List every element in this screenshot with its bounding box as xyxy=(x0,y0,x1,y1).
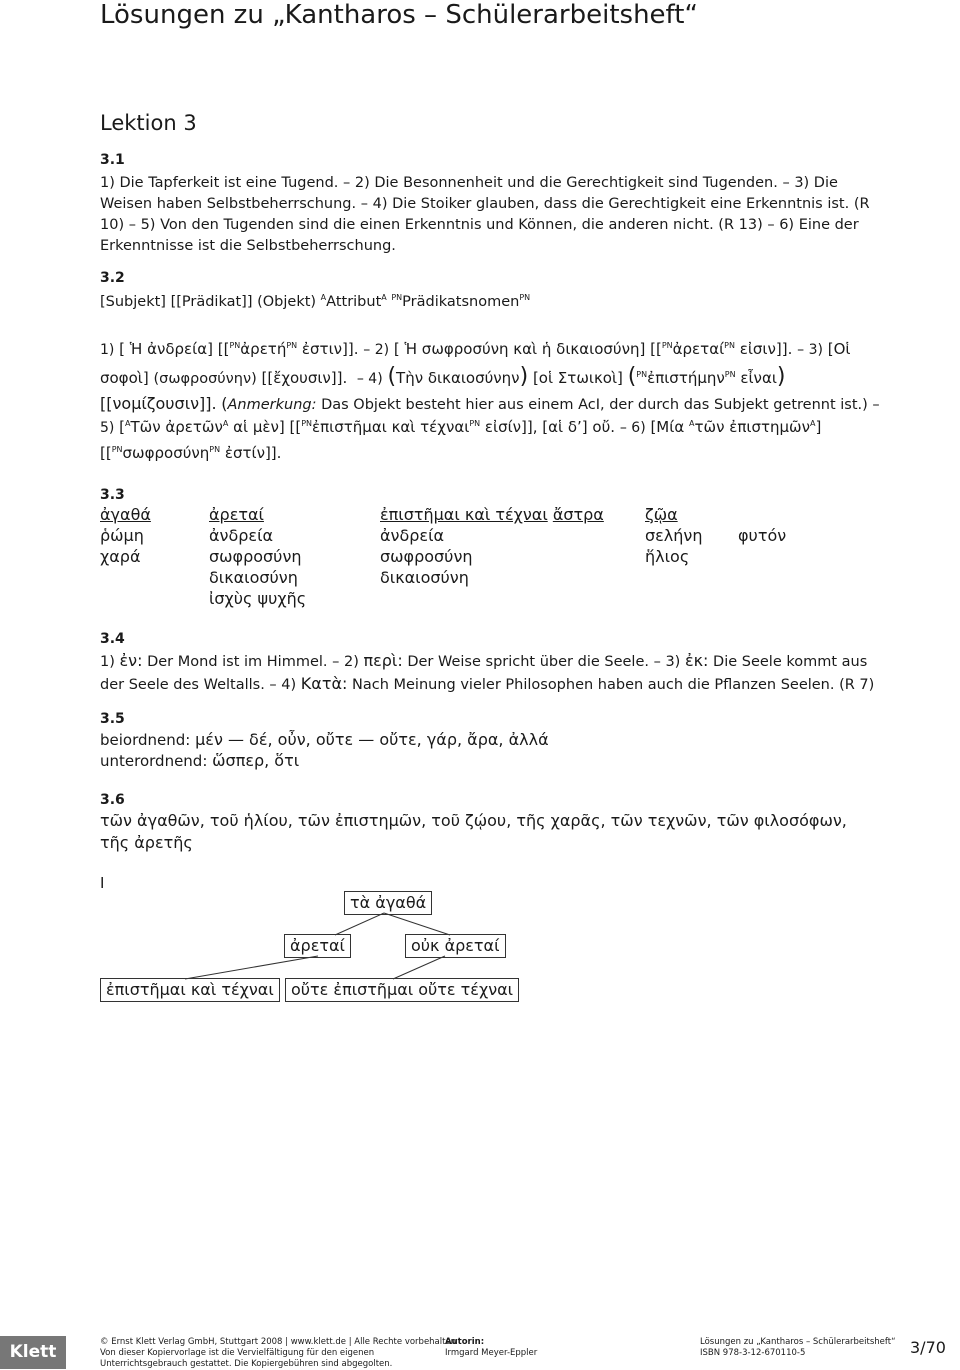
ex1-number: 1) xyxy=(100,342,115,358)
s34-greek-3: ἐκ: xyxy=(684,651,709,670)
section-3-6-mark: I xyxy=(100,874,105,892)
ex6-a-mark: A xyxy=(689,419,695,428)
ex2-pn-word: ἀρεταί xyxy=(672,340,725,358)
ex1-pn-mark-2: PN xyxy=(286,341,298,350)
footer-copyright-line-3: Unterrichtsgebrauch gestattet. Die Kopiergebühren sind abgegolten. xyxy=(100,1359,393,1369)
ex4-paren2-close: ) xyxy=(776,364,786,389)
section-number-3-3: 3.3 xyxy=(100,487,125,503)
ex2-pred-open: [[ xyxy=(650,340,662,358)
col4-item-2: ἥλιος xyxy=(645,547,690,566)
legend-pn: Prädikatsnomen xyxy=(402,293,520,310)
s34-greek-1: ἐν: xyxy=(119,651,143,670)
col2-item-3: δικαιοσύνη xyxy=(209,568,298,587)
tree-node-left: ἀρεταί xyxy=(284,934,351,958)
col3-head-2: ἄστρα xyxy=(552,505,604,524)
legend-a-mark-2: A xyxy=(381,293,387,302)
ex5-a-mark: A xyxy=(125,419,131,428)
page-number: 3/70 xyxy=(910,1338,946,1357)
col1-item-1: ῥώμη xyxy=(100,526,144,545)
col1-item-0: ἀγαθά xyxy=(100,505,151,524)
ex1-pred-rest: ἐστιν]]. xyxy=(297,340,359,358)
s35-words-2: ὥσπερ, ὅτι xyxy=(212,751,300,770)
ex2-pred-rest: εἰσιν]]. xyxy=(734,340,793,358)
s34-greek-2: περὶ: xyxy=(363,651,403,670)
section-number-3-5: 3.5 xyxy=(100,711,125,727)
ex4-paren-close: ) xyxy=(519,364,529,389)
col2-item-1: ἀνδρεία xyxy=(209,526,274,545)
ex4-note: Das Objekt besteht hier aus einem AcI, der durch das Subjekt getrennt ist.) – xyxy=(316,397,880,413)
col2-item-0: ἀρεταί xyxy=(209,505,264,524)
ex4-paren-open: ( xyxy=(387,364,397,389)
tree-node-right-right: οὔτε ἐπιστῆμαι οὔτε τέχναι xyxy=(285,978,519,1002)
ex4-paren2-open: ( xyxy=(627,364,637,389)
legend-attribute: Attribut xyxy=(326,293,382,310)
s35-label-1: beiordnend: xyxy=(100,731,196,749)
ex6-number: – 6) xyxy=(619,420,646,436)
ex1-pn-word: ἀρετή xyxy=(240,340,287,358)
footer-book xyxy=(700,1337,895,1359)
footer-author-label: Autorin: xyxy=(445,1337,485,1347)
ex5-bracket: [ xyxy=(119,418,126,436)
legend-pn-mark-2: PN xyxy=(519,293,531,302)
ex6-pn-word: σωφροσύνη xyxy=(122,444,210,462)
s34-text-1: Der Mond ist im Himmel. – 2) xyxy=(142,654,364,670)
ex4-pn-word: ἐπιστήμην xyxy=(647,369,725,387)
footer-author-name: Irmgard Meyer-Eppler xyxy=(445,1348,538,1358)
s34-text-3: Die Seele kommt aus der Seele des Weltalls. – 4) xyxy=(100,654,868,693)
ex3-subject-part2: σοφοὶ] xyxy=(100,369,149,387)
col4-item-1: σελήνη xyxy=(645,526,703,545)
klett-logo: Klett xyxy=(0,1336,66,1369)
ex5-subject-rest: αἱ μὲν] xyxy=(228,418,285,436)
section-3-6-text: τῶν ἀγαθῶν, τοῦ ἡλίου, τῶν ἐπιστημῶν, τοῦ ζῴου, τῆς χαρᾶς, τῶν τεχνῶν, τῶν φιλοσόφων, τῆς ἀρετῆς xyxy=(100,811,847,852)
col2-item-4: ἰσχὺς ψυχῆς xyxy=(209,589,307,608)
s34-greek-4: Κατὰ: xyxy=(300,674,348,693)
tree-node-left-left: ἐπιστῆμαι καὶ τέχναι xyxy=(100,978,280,1002)
s35-label-2: unterordnend: xyxy=(100,752,213,770)
ex5-pn-words: ἐπιστῆμαι καὶ τέχναι xyxy=(312,418,470,436)
section-number-3-2: 3.2 xyxy=(100,270,125,286)
s35-words-1: μέν — δέ, οὖν, οὔτε — οὔτε, γάρ, ἄρα, ἀλλά xyxy=(195,730,549,749)
legend-pn-mark: PN xyxy=(391,293,403,302)
footer-copyright-line-1: © Ernst Klett Verlag GmbH, Stuttgart 2008 | www.klett.de | Alle Rechte vorbehalten xyxy=(100,1337,457,1347)
footer-author xyxy=(445,1337,537,1359)
ex1-pred-open: [[ xyxy=(217,340,230,358)
ex4-predicate: [[νομίζουσιν]]. xyxy=(100,394,217,413)
ex6-a-mark-2: A xyxy=(809,419,816,428)
ex5-pred-open: [[ xyxy=(289,418,302,436)
col3-item-1: σωφροσύνη xyxy=(380,547,473,566)
ex6-attribute: τῶν ἐπιστημῶν xyxy=(694,418,810,436)
footer-book-title: Lösungen zu „Kantharos – Schülerarbeitsheft“ xyxy=(700,1337,896,1347)
ex3-predicate: [[ἔχουσιν]]. xyxy=(261,369,348,387)
ex4-number: – 4) xyxy=(356,371,383,387)
section-number-3-6: 3.6 xyxy=(100,792,125,808)
lesson-heading: Lektion 3 xyxy=(100,111,197,135)
legend-subject: [Subjekt] xyxy=(100,293,166,310)
ex5-attribute: Τῶν ἀρετῶν xyxy=(130,418,223,436)
ex6-pn-mark-2: PN xyxy=(209,445,221,454)
ex4-subject: [οἱ Στωικοὶ] xyxy=(532,369,623,387)
ex6-subject: [Μία xyxy=(650,418,685,436)
ex4-note-open: ( xyxy=(221,394,228,413)
ex5-pn-mark-2: PN xyxy=(469,419,481,428)
ex6-pn-mark: PN xyxy=(111,445,123,454)
ex6-bracket-close: ] xyxy=(815,418,822,436)
ex6-pred-open: [[ xyxy=(100,444,112,462)
tree-node-root: τὰ ἀγαθά xyxy=(344,891,432,915)
s34-text-4: Nach Meinung vieler Philosophen haben auch die Pflanzen Seelen. (R 7) xyxy=(347,677,875,693)
ex4-infinitive: εἶναι xyxy=(735,369,777,387)
footer-copyright xyxy=(100,1337,456,1370)
ex3-object: (σωφροσύνην) xyxy=(153,371,257,387)
section-number-3-1: 3.1 xyxy=(100,152,125,168)
col1-item-2: χαρά xyxy=(100,547,141,566)
legend-object: (Objekt) xyxy=(257,293,317,310)
ex1-subject: [ Ἡ ἀνδρεία] xyxy=(119,340,213,358)
footer-copyright-line-2: Von dieser Kopiervorlage ist die Vervielfältigung für den eigenen xyxy=(100,1348,375,1358)
s34-num1: 1) xyxy=(100,654,115,670)
legend-predicate: [[Prädikat]] xyxy=(170,293,253,310)
document-title: Lösungen zu „Kantharos – Schülerarbeitsheft“ xyxy=(100,0,698,30)
ex3-number: – 3) xyxy=(797,342,823,358)
col2-item-2: σωφροσύνη xyxy=(209,547,302,566)
ex2-subject: [ Ἡ σωφροσύνη καὶ ἡ δικαιοσύνη] xyxy=(393,340,646,358)
ex2-pn-mark-2: PN xyxy=(724,341,735,350)
ex2-pn-mark: PN xyxy=(661,341,673,350)
ex5-number: 5) xyxy=(100,420,115,436)
col5-item: φυτόν xyxy=(738,526,787,545)
ex4-pn-mark-2: PN xyxy=(724,370,736,379)
col3-item-0: ἀνδρεία xyxy=(380,526,445,545)
ex1-pn-mark: PN xyxy=(229,341,241,350)
tree-node-right: οὐκ ἀρεταί xyxy=(405,934,506,958)
legend-a-mark: A xyxy=(320,293,327,302)
ex2-number: – 2) xyxy=(363,342,390,358)
col3-head-1: ἐπιστῆμαι καὶ τέχναι xyxy=(380,505,548,524)
ex5-pred-rest: εἰσίν]], [αἱ δ’] οὔ. xyxy=(480,418,616,436)
col4-item-0: ζῷα xyxy=(645,505,678,524)
footer-isbn: ISBN 978-3-12-670110-5 xyxy=(700,1348,806,1358)
ex6-pred-rest: ἐστίν]]. xyxy=(220,444,282,462)
ex4-pn-mark: PN xyxy=(636,370,648,379)
section-3-1-text: 1) Die Tapferkeit ist eine Tugend. – 2) Die Besonnenheit und die Gerechtigkeit sind Tugenden. – 3) Die Weisen haben Selbstbeherrschung. – 4) Die Stoiker glauben, dass die Gerechtigkeit eine Erkenntnis ist. (R 10) – 5) Von den Tugenden sind die einen Erkenntnis und Können, die anderen nicht. (R 13) – 6) Eine der Erkenntnisse ist die Selbstbeherrschung. xyxy=(100,175,870,254)
ex4-object: Τὴν δικαιοσύνην xyxy=(396,369,520,387)
ex5-a-mark-2: A xyxy=(222,419,229,428)
section-number-3-4: 3.4 xyxy=(100,631,125,647)
ex4-note-label: Anmerkung: xyxy=(227,397,317,413)
col3-item-2: δικαιοσύνη xyxy=(380,568,469,587)
ex3-subject-part1: [Οἱ xyxy=(827,340,851,358)
s34-text-2: Der Weise spricht über die Seele. – 3) xyxy=(402,654,685,670)
ex5-pn-mark: PN xyxy=(301,419,313,428)
